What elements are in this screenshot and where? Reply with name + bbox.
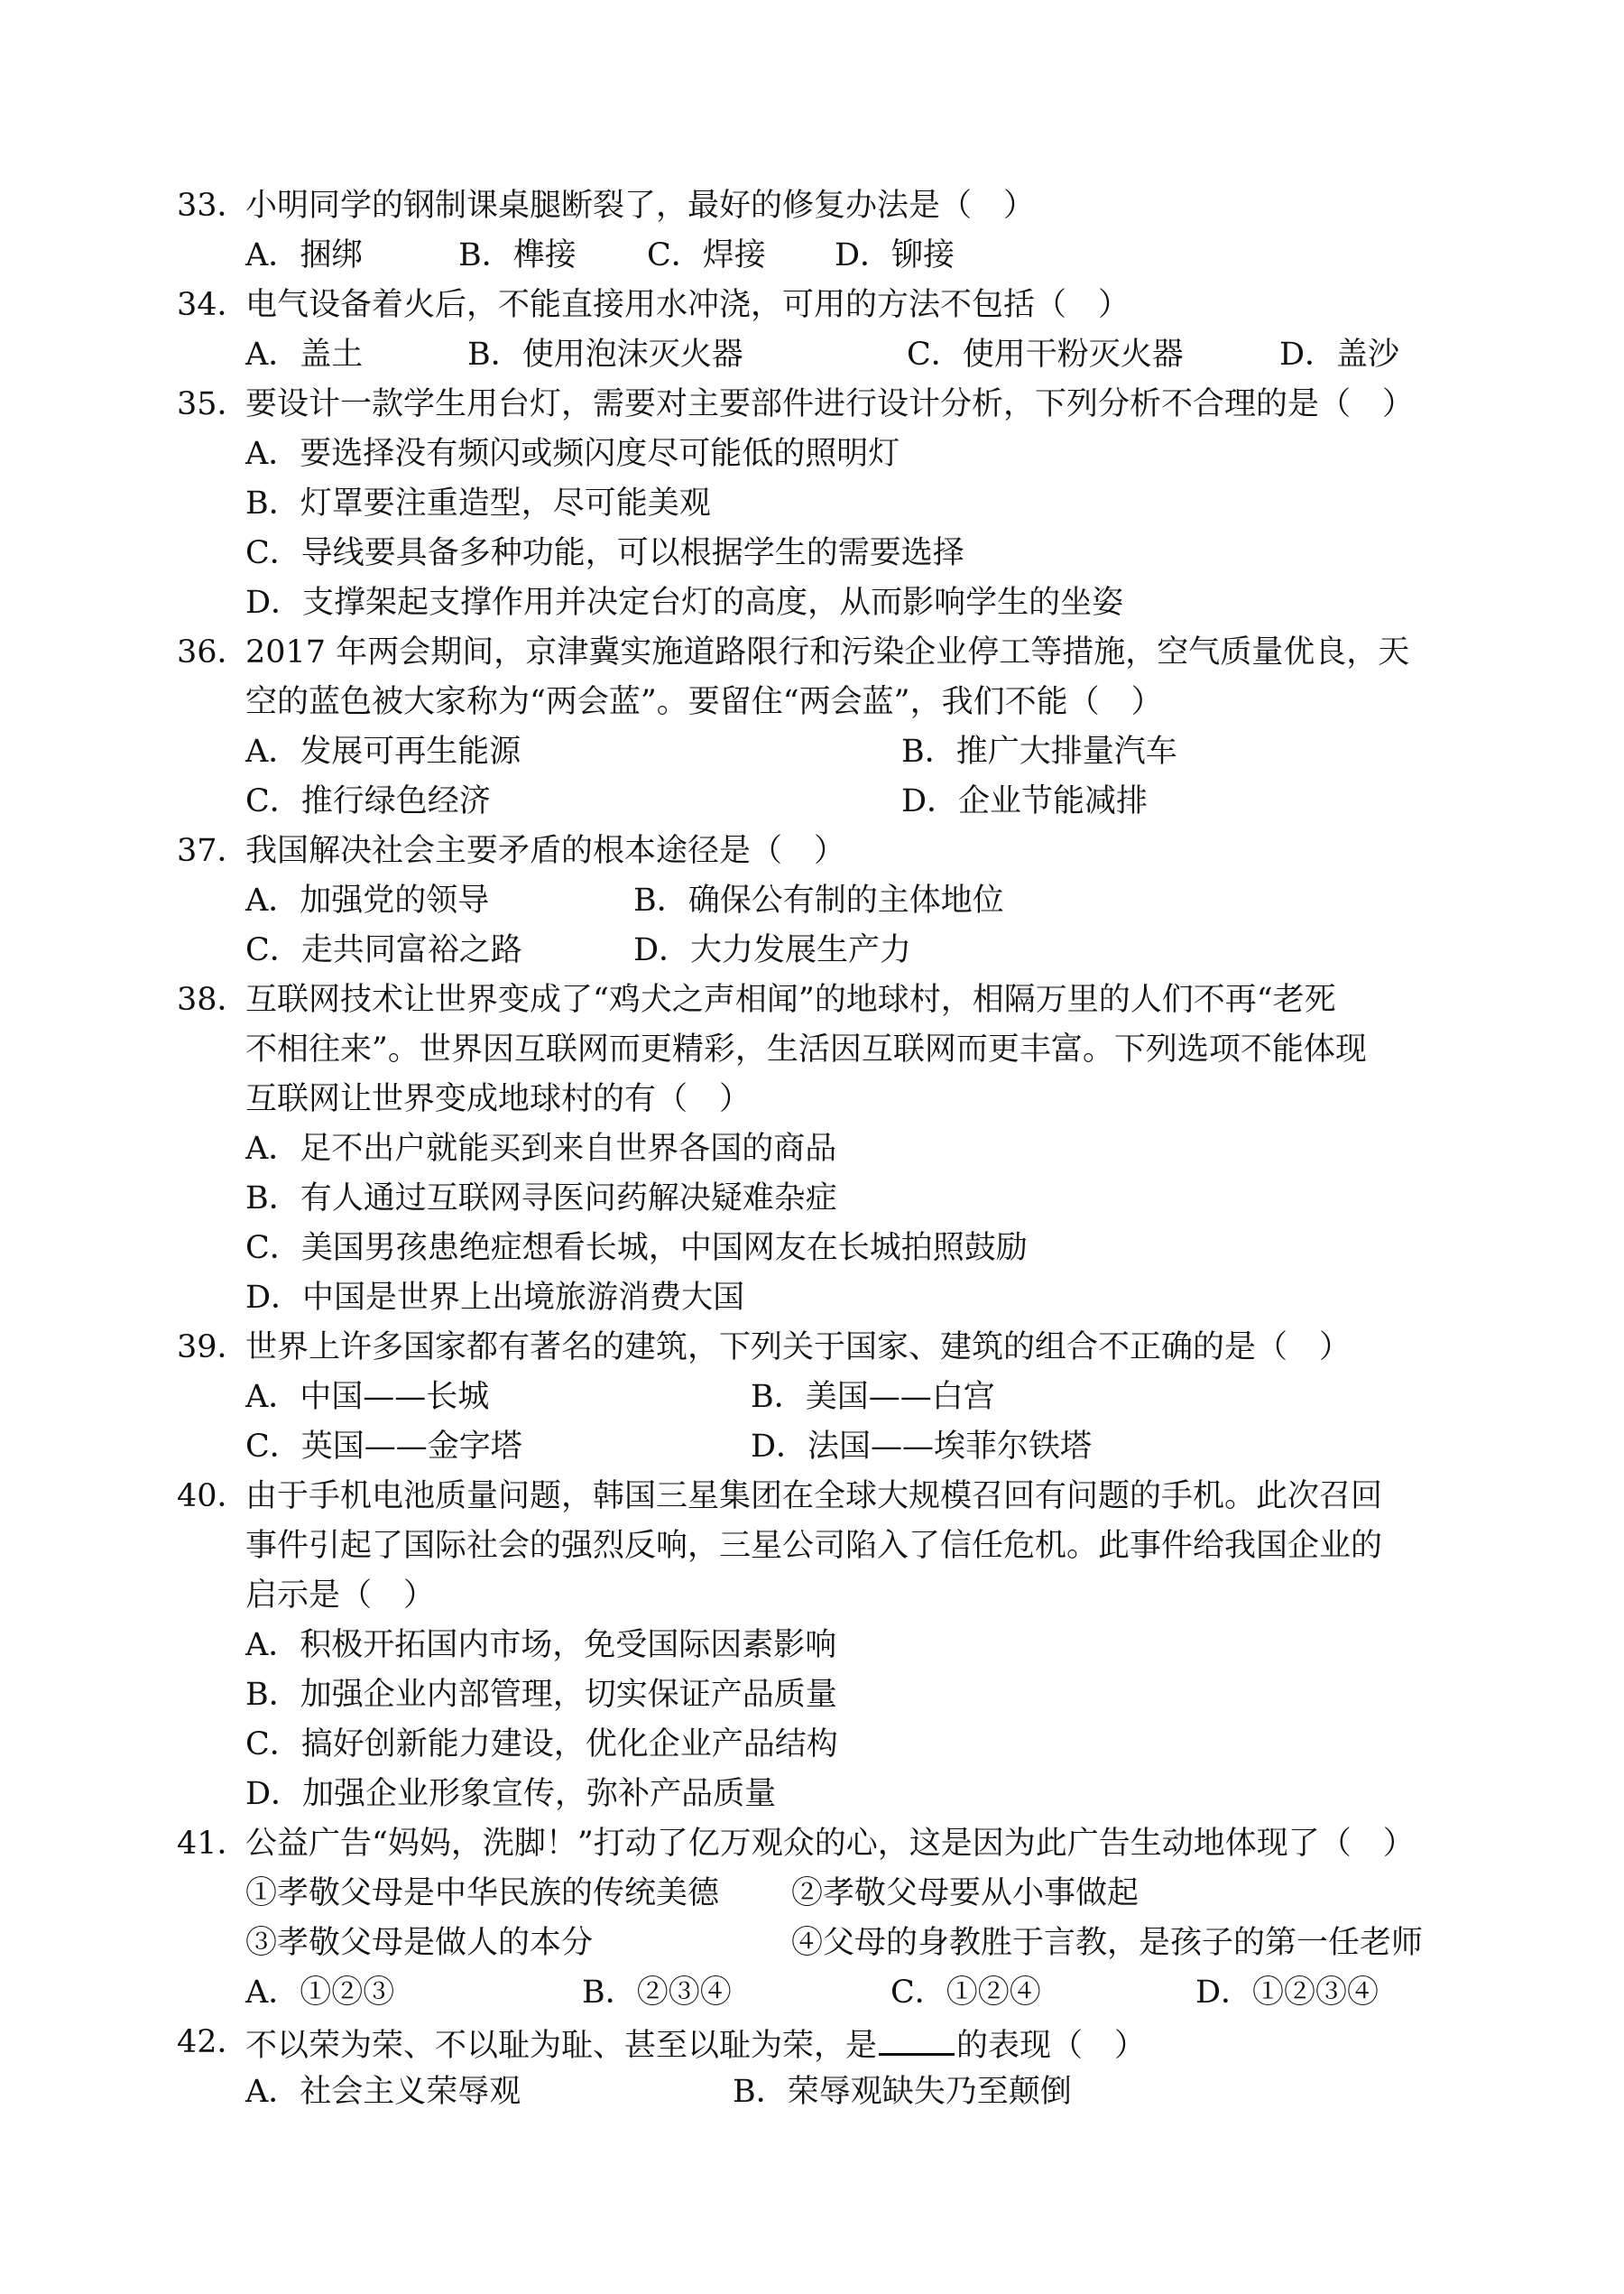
option-a: A．加强党的领导 (245, 883, 490, 919)
question-number: 37． (177, 833, 249, 869)
question-text: 由于手机电池质量问题，韩国三星集团在全球大规模召回有问题的手机。此次召回 (245, 1478, 1383, 1514)
option-a: A．足不出户就能买到来自世界各国的商品 (245, 1131, 837, 1167)
question-number: 38． (177, 982, 249, 1018)
option-c: C．推行绿色经济 (245, 783, 491, 819)
option-d: D．加强企业形象宣传，弥补产品质量 (245, 1776, 777, 1812)
question-number: 42． (177, 2024, 249, 2060)
option-c: C．焊接 (647, 237, 766, 273)
option-d: D．法国——埃菲尔铁塔 (751, 1429, 1093, 1465)
option-a: A．中国——长城 (245, 1379, 490, 1415)
question-text: 互联网让世界变成地球村的有（ ） (245, 1081, 752, 1117)
option-d: D．支撑架起支撑作用并决定台灯的高度，从而影响学生的坐姿 (245, 585, 1124, 621)
statement-3: ③孝敬父母是做人的本分 (245, 1925, 594, 1961)
option-a: A．社会主义荣辱观 (245, 2074, 521, 2110)
fill-in-blank (879, 2022, 955, 2056)
statement-2: ②孝敬父母要从小事做起 (791, 1875, 1140, 1911)
option-a: A．积极开拓国内市场，免受国际因素影响 (245, 1627, 837, 1663)
question-text: 启示是（ ） (245, 1577, 436, 1614)
question-text: 小明同学的钢制课桌腿断裂了，最好的修复办法是（ ） (245, 188, 1036, 224)
option-b: B．有人通过互联网寻医问药解决疑难杂症 (245, 1180, 837, 1216)
question-text: 2017 年两会期间，京津冀实施道路限行和污染企业停工等措施，空气质量优良，天 (245, 634, 1410, 671)
question-text: 事件引起了国际社会的强烈反响，三星公司陷入了信任危机。此事件给我国企业的 (245, 1528, 1383, 1564)
option-c: C．美国男孩患绝症想看长城，中国网友在长城拍照鼓励 (245, 1230, 1028, 1266)
question-text: 空的蓝色被大家称为“两会蓝”。要留住“两会蓝”，我们不能（ ） (245, 684, 1163, 720)
question-text: 要设计一款学生用台灯，需要对主要部件进行设计分析，下列分析不合理的是（ ） (245, 386, 1415, 422)
option-a: A．①②③ (245, 1975, 395, 2011)
option-a: A．发展可再生能源 (245, 734, 521, 770)
question-text: 电气设备着火后，不能直接用水冲浇，可用的方法不包括（ ） (245, 287, 1130, 323)
option-c: C．走共同富裕之路 (245, 932, 522, 968)
question-number: 40． (177, 1478, 249, 1514)
question-number: 39． (177, 1329, 249, 1365)
option-d: D．中国是世界上出境旅游消费大国 (245, 1280, 745, 1316)
question-text-part-1: 不以荣为荣、不以耻为耻、甚至以耻为荣，是 (245, 2028, 878, 2064)
option-b: B．②③④ (582, 1975, 732, 2011)
question-text: 世界上许多国家都有著名的建筑，下列关于国家、建筑的组合不正确的是（ ） (245, 1329, 1352, 1365)
option-d: D．铆接 (835, 237, 955, 273)
option-b: B．加强企业内部管理，切实保证产品质量 (245, 1677, 837, 1713)
option-b: B．确保公有制的主体地位 (633, 883, 1004, 919)
option-b: B．使用泡沫灭火器 (467, 337, 743, 373)
statement-1: ①孝敬父母是中华民族的传统美德 (245, 1875, 720, 1911)
option-c: C．英国——金字塔 (245, 1429, 522, 1465)
question-number: 36． (177, 634, 249, 671)
option-c: C．导线要具备多种功能，可以根据学生的需要选择 (245, 535, 964, 571)
option-c: C．①②④ (890, 1975, 1041, 2011)
question-number: 34． (177, 287, 249, 323)
question-text: 互联网技术让世界变成了“鸡犬之声相闻”的地球村，相隔万里的人们不再“老死 (245, 982, 1336, 1018)
option-b: B．榫接 (458, 237, 577, 273)
question-number: 41． (177, 1826, 249, 1862)
option-c: C．使用干粉灭火器 (907, 337, 1184, 373)
option-b: B．推广大排量汽车 (901, 734, 1177, 770)
question-text: 不相往来”。世界因互联网而更精彩，生活因互联网而更丰富。下列选项不能体现 (245, 1031, 1367, 1068)
question-number: 35． (177, 386, 249, 422)
question-number: 33． (177, 188, 249, 224)
option-d: D．企业节能减排 (901, 783, 1149, 819)
statement-4: ④父母的身教胜于言教，是孩子的第一任老师 (791, 1925, 1424, 1961)
option-d: D．盖沙 (1279, 337, 1400, 373)
option-d: D．大力发展生产力 (633, 932, 912, 968)
option-a: A．要选择没有频闪或频闪度尽可能低的照明灯 (245, 436, 900, 472)
question-text (245, 2022, 1146, 2066)
question-text: 我国解决社会主要矛盾的根本途径是（ ） (245, 833, 846, 869)
question-text-part-2: 的表现（ ） (956, 2028, 1147, 2064)
question-text: 公益广告“妈妈，洗脚！”打动了亿万观众的心，这是因为此广告生动地体现了（ ） (245, 1826, 1415, 1862)
option-d: D．①②③④ (1195, 1975, 1379, 2011)
option-b: B．美国——白宫 (751, 1379, 995, 1415)
option-b: B．灯罩要注重造型，尽可能美观 (245, 486, 711, 522)
option-c: C．搞好创新能力建设，优化企业产品结构 (245, 1726, 838, 1762)
option-a: A．捆绑 (245, 237, 364, 273)
option-a: A．盖土 (245, 337, 364, 373)
option-b: B．荣辱观缺失乃至颠倒 (733, 2074, 1072, 2110)
